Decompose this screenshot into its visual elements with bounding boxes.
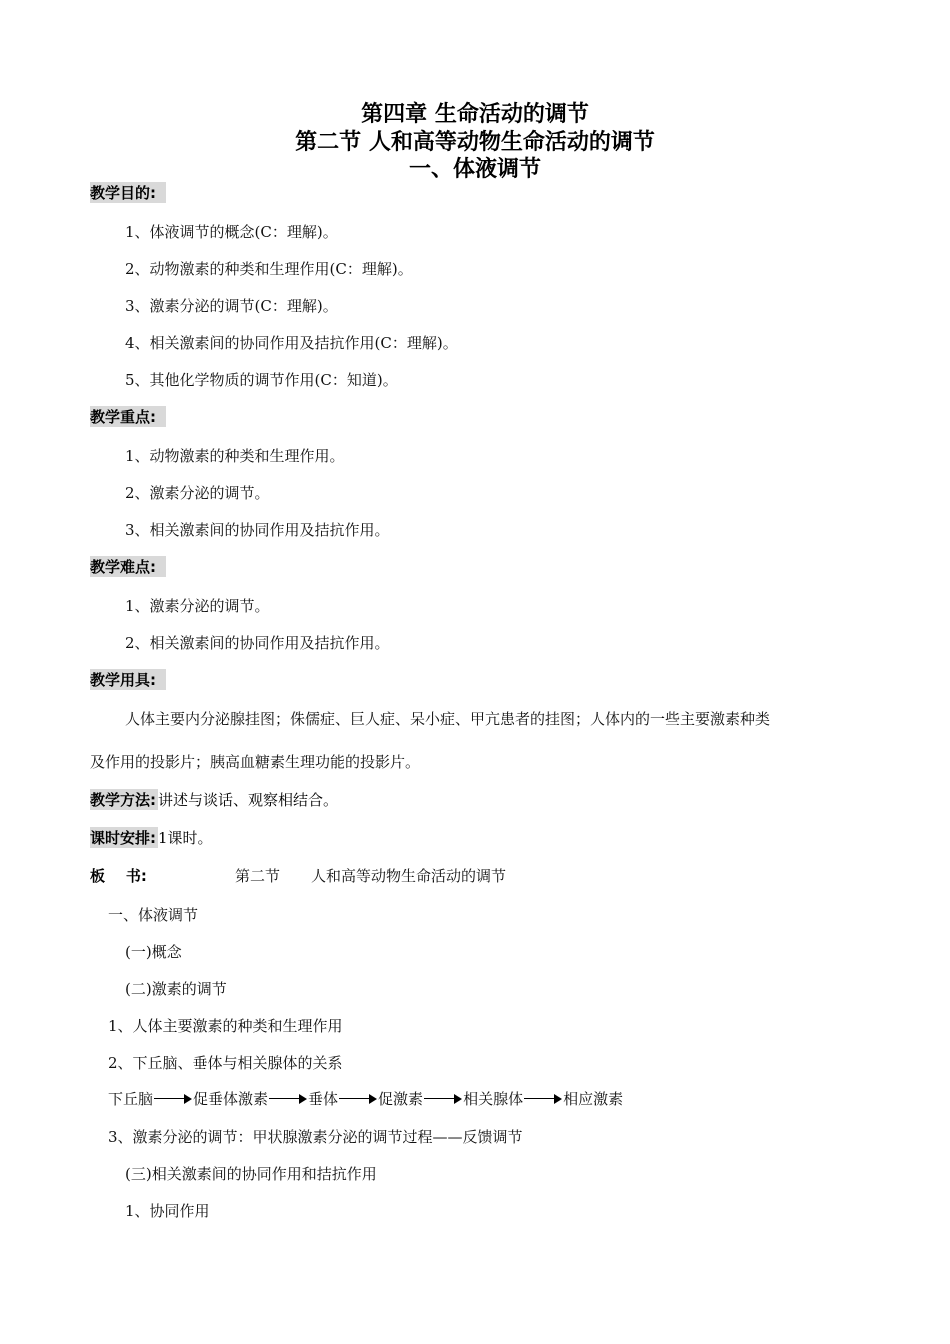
section-title: 第二节 人和高等动物生命活动的调节 (295, 130, 655, 155)
board-line: 1、协同作用 (125, 1202, 210, 1220)
board-line: 一、体液调节 (108, 906, 199, 924)
objective-item: 4、相关激素间的协同作用及拮抗作用(C：理解)。 (125, 334, 458, 352)
key-points-label: 教学重点: (90, 406, 166, 427)
hormone-flow-chain (108, 1088, 623, 1109)
arrow-right-icon (339, 1094, 377, 1104)
board-label: 板 书: (90, 867, 147, 885)
board-line: (二)激素的调节 (125, 980, 227, 998)
arrow-right-icon (269, 1094, 307, 1104)
board-line: 1、人体主要激素的种类和生理作用 (108, 1017, 343, 1035)
schedule-value: 1课时。 (158, 829, 213, 847)
objective-item: 5、其他化学物质的调节作用(C：知道)。 (125, 371, 398, 389)
difficulties-label: 教学难点: (90, 556, 166, 577)
board-line: (三)相关激素间的协同作用和拮抗作用 (125, 1165, 377, 1183)
key-point-item: 1、动物激素的种类和生理作用。 (125, 447, 345, 465)
tools-text-line2: 及作用的投影片；胰高血糖素生理功能的投影片。 (90, 753, 421, 771)
board-heading-b: 人和高等动物生命活动的调节 (311, 867, 507, 885)
flow-step: 促垂体激素 (193, 1090, 269, 1108)
objectives-label: 教学目的: (90, 182, 166, 203)
board-line: (一)概念 (125, 943, 182, 961)
objective-item: 2、动物激素的种类和生理作用(C：理解)。 (125, 260, 413, 278)
flow-step: 垂体 (308, 1090, 339, 1108)
flow-step: 促激素 (378, 1090, 424, 1108)
difficulty-item: 2、相关激素间的协同作用及拮抗作用。 (125, 634, 390, 652)
flow-step: 相应激素 (563, 1090, 624, 1108)
method-row (90, 789, 338, 810)
objective-item: 1、体液调节的概念(C：理解)。 (125, 223, 338, 241)
method-label: 教学方法: (90, 791, 156, 809)
difficulty-item: 1、激素分泌的调节。 (125, 597, 270, 615)
board-heading-a: 第二节 (235, 867, 281, 885)
tools-label: 教学用具: (90, 669, 166, 690)
flow-step: 下丘脑 (108, 1090, 154, 1108)
chapter-title: 第四章 生命活动的调节 (361, 102, 589, 127)
board-line: 3、激素分泌的调节：甲状腺激素分泌的调节过程——反馈调节 (108, 1128, 523, 1146)
flow-step: 相关腺体 (463, 1090, 524, 1108)
method-value: 讲述与谈话、观察相结合。 (158, 791, 339, 809)
arrow-right-icon (524, 1094, 562, 1104)
arrow-right-icon (154, 1094, 192, 1104)
key-point-item: 3、相关激素间的协同作用及拮抗作用。 (125, 521, 390, 539)
schedule-label: 课时安排: (90, 829, 156, 847)
arrow-right-icon (424, 1094, 462, 1104)
subsection-title: 一、体液调节 (408, 157, 541, 182)
key-point-item: 2、激素分泌的调节。 (125, 484, 270, 502)
schedule-row (90, 827, 213, 848)
board-line: 2、下丘脑、垂体与相关腺体的关系 (108, 1054, 343, 1072)
tools-text-line1: 人体主要内分泌腺挂图；侏儒症、巨人症、呆小症、甲亢患者的挂图；人体内的一些主要激素种类 (125, 710, 771, 728)
objective-item: 3、激素分泌的调节(C：理解)。 (125, 297, 338, 315)
